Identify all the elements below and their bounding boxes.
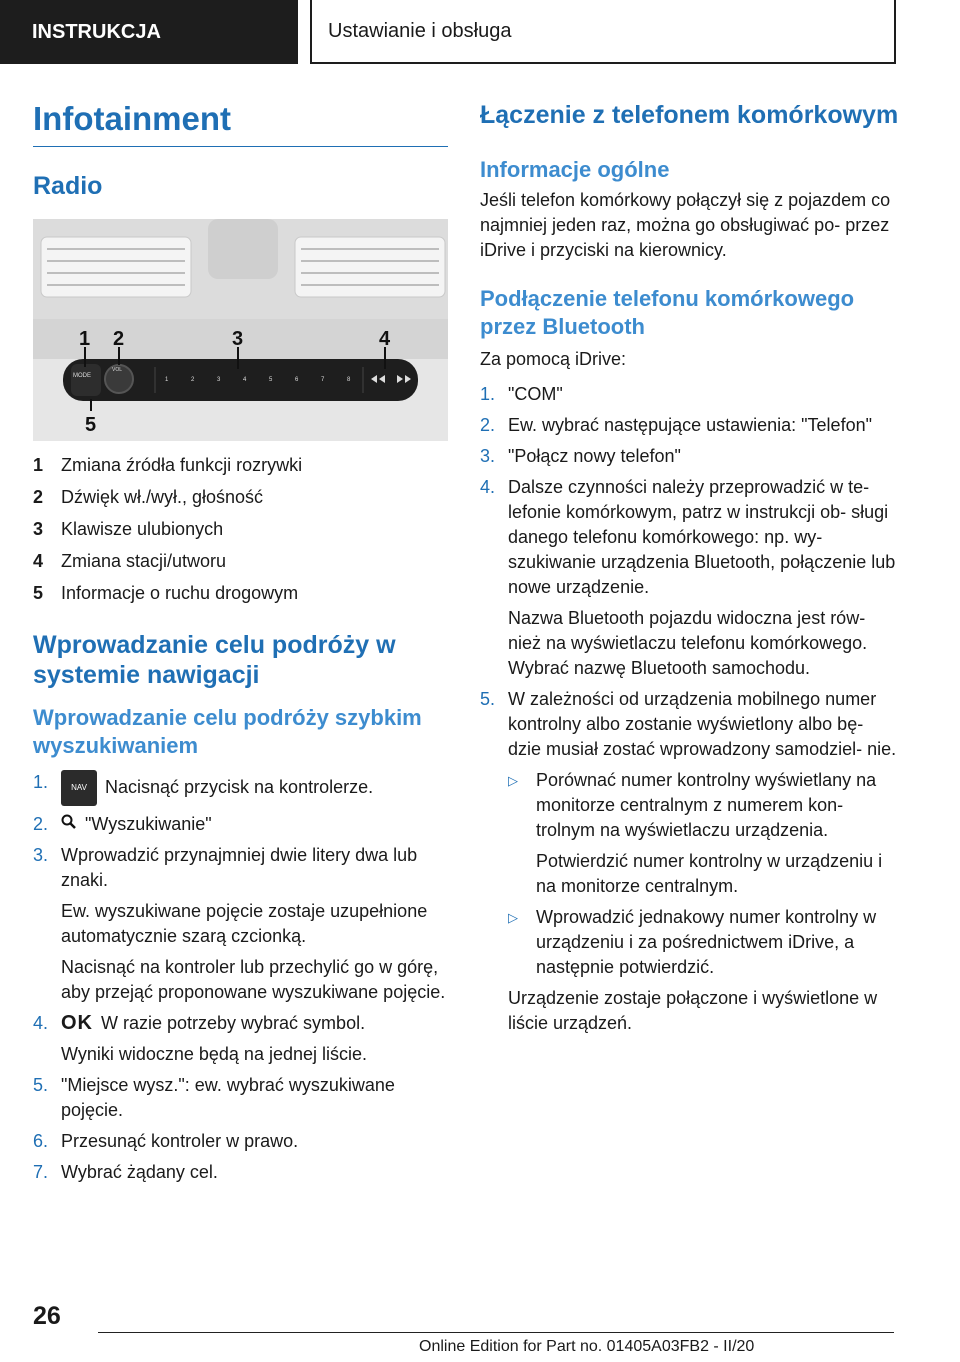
bullet-text: Wprowadzić jednakowy numer kontrolny w urządzeniu i za pośrednictwem iDrive, a następnie potwierdzić. — [536, 907, 877, 977]
step-item — [33, 812, 448, 837]
closing-text: Urządzenie zostaje połączone i wyświetlone w liście urządzeń. — [508, 988, 878, 1033]
phone-heading: Łączenie z telefonem komórkowym — [480, 101, 899, 129]
step-number: 7. — [33, 1162, 49, 1182]
step-text: Przesunąć kontroler w prawo. — [61, 1131, 299, 1151]
page-title: Infotainment — [33, 100, 448, 147]
step-text: Wprowadzić przynajmniej dwie litery dwa lub znaki. — [61, 845, 418, 890]
radio-legend — [33, 453, 448, 606]
step-number: 2. — [33, 814, 49, 834]
footer-edition: Online Edition for Part no. 01405A03FB2 - II/20 — [419, 1338, 755, 1355]
bullet-item — [508, 768, 900, 899]
figure-vol-label: VOL — [112, 367, 123, 373]
step-text: "Wyszukiwanie" — [85, 814, 212, 834]
step-item — [480, 475, 900, 681]
left-column — [33, 100, 448, 1191]
preset-key-2: 2 — [191, 377, 195, 383]
legend-text: Dźwięk wł./wył., głośność — [61, 487, 264, 507]
step-item — [33, 1073, 448, 1123]
legend-text: Klawisze ulubionych — [61, 519, 224, 539]
general-info-heading: Informacje ogólne — [480, 157, 670, 182]
step-text: "COM" — [508, 384, 563, 404]
step-number: 6. — [33, 1131, 49, 1151]
step-text: W zależności od urządzenia mobilnego numer kontrolny albo zostanie wyświetlony albo bę- dzie musiał zostać wprowadzony samodziel- nie. — [508, 689, 897, 759]
preset-key-4: 4 — [243, 377, 247, 383]
legend-number: 2 — [33, 487, 44, 507]
step-item — [33, 1011, 448, 1067]
step-text: Ew. wybrać następujące ustawienia: "Telefon" — [508, 415, 872, 435]
navigation-heading: Wprowadzanie celu podróży w systemie nawigacji — [33, 631, 396, 689]
preset-key-5: 5 — [269, 377, 273, 383]
step-text: Nacisnąć przycisk na kontrolerze. — [105, 776, 374, 797]
preset-key-1: 1 — [165, 377, 169, 383]
legend-text: Zmiana stacji/utworu — [61, 551, 227, 571]
step-number: 2. — [480, 415, 496, 435]
radio-panel-illustration — [33, 219, 448, 441]
step-number: 4. — [480, 477, 496, 497]
bluetooth-heading: Podłączenie telefonu komórkowego przez Bluetooth — [480, 286, 855, 339]
step-item — [480, 687, 900, 1036]
footer-divider — [98, 1332, 894, 1333]
bullet-text: Porównać numer kontrolny wyświetlany na monitorze centralnym z numerem kon- trolnym na wyświetlaczu urządzenia. — [536, 770, 877, 840]
step-text: "Miejsce wysz.": ew. wybrać wyszukiwane pojęcie. — [61, 1075, 395, 1120]
figure-mode-label: MODE — [73, 373, 91, 379]
preset-key-8: 8 — [347, 377, 351, 383]
ok-symbol-icon: OK — [61, 1012, 93, 1034]
step-item — [33, 1129, 448, 1154]
verification-options — [508, 768, 900, 980]
step-text: "Połącz nowy telefon" — [508, 446, 681, 466]
callout-3: 3 — [232, 328, 244, 350]
quick-search-heading: Wprowadzanie celu podróży szybkim wyszukiwaniem — [33, 705, 422, 758]
header-section-label: INSTRUKCJA — [0, 0, 298, 64]
step-text: Wybrać żądany cel. — [61, 1162, 218, 1182]
step-text: Dalsze czynności należy przeprowadzić w te- lefonie komórkowym, patrz w instrukcji ob- sługi danego telefonu komórkowego: np. wy- szukiwanie urządzenia Bluetooth, połączenie lub nowe urządzenie. — [508, 477, 896, 597]
callout-5: 5 — [85, 414, 97, 436]
step-number: 5. — [33, 1075, 49, 1095]
legend-number: 5 — [33, 583, 44, 603]
triangle-bullet-icon: ▷ — [508, 910, 518, 925]
step-item — [33, 1160, 448, 1185]
step-item — [480, 444, 900, 469]
step-note: Ew. wyszukiwane pojęcie zostaje uzupełnione automatycznie szarą czcionką. — [61, 901, 428, 946]
preset-key-3: 3 — [217, 377, 221, 383]
general-info-text: Jeśli telefon komórkowy połączył się z pojazdem co najmniej jeden raz, można go obsługiwać po- przez iDrive i przyciski na kierownicy. — [480, 190, 891, 260]
radio-heading: Radio — [33, 172, 103, 200]
legend-text: Zmiana źródła funkcji rozrywki — [61, 455, 303, 475]
step-number: 3. — [33, 845, 49, 865]
step-note: Nazwa Bluetooth pojazdu widoczna jest rów- nież na wyświetlaczu telefonu komórkowego. Wybrać nazwę Bluetooth samochodu. — [508, 608, 868, 678]
step-item — [33, 770, 448, 806]
legend-item — [33, 581, 448, 606]
step-item — [33, 843, 448, 1005]
step-number: 1. — [33, 772, 49, 792]
legend-text: Informacje o ruchu drogowym — [61, 583, 299, 603]
legend-number: 3 — [33, 519, 44, 539]
legend-item — [33, 453, 448, 478]
legend-number: 4 — [33, 551, 44, 571]
legend-item — [33, 485, 448, 510]
callout-4: 4 — [379, 328, 391, 350]
callout-2: 2 — [113, 328, 125, 350]
legend-item — [33, 517, 448, 542]
step-note: Nacisnąć na kontroler lub przechylić go w górę, aby przejąć proponowane wyszukiwane pojęcie. — [61, 957, 446, 1002]
step-number: 1. — [480, 384, 496, 404]
preset-key-7: 7 — [321, 377, 325, 383]
step-item — [480, 382, 900, 407]
legend-number: 1 — [33, 455, 44, 475]
callout-1: 1 — [79, 328, 91, 350]
bluetooth-steps — [480, 382, 900, 1036]
search-icon — [61, 812, 77, 837]
quick-search-steps — [33, 770, 448, 1185]
step-text: W razie potrzeby wybrać symbol. — [101, 1013, 366, 1033]
step-item — [480, 413, 900, 438]
nav-button-icon: NAV — [61, 770, 97, 806]
step-number: 5. — [480, 689, 496, 709]
page-number: 26 — [33, 1302, 61, 1330]
step-number: 3. — [480, 446, 496, 466]
bullet-item — [508, 905, 900, 980]
bullet-note: Potwierdzić numer kontrolny w urządzeniu i na monitorze centralnym. — [536, 851, 883, 896]
legend-item — [33, 549, 448, 574]
radio-panel-figure — [33, 219, 448, 441]
header-chapter-label: Ustawianie i obsługa — [310, 0, 896, 64]
right-column — [480, 100, 900, 1042]
triangle-bullet-icon: ▷ — [508, 773, 518, 788]
step-note: Wyniki widoczne będą na jednej liście. — [61, 1044, 367, 1064]
preset-key-6: 6 — [295, 377, 299, 383]
bluetooth-intro: Za pomocą iDrive: — [480, 349, 627, 369]
step-number: 4. — [33, 1013, 49, 1033]
